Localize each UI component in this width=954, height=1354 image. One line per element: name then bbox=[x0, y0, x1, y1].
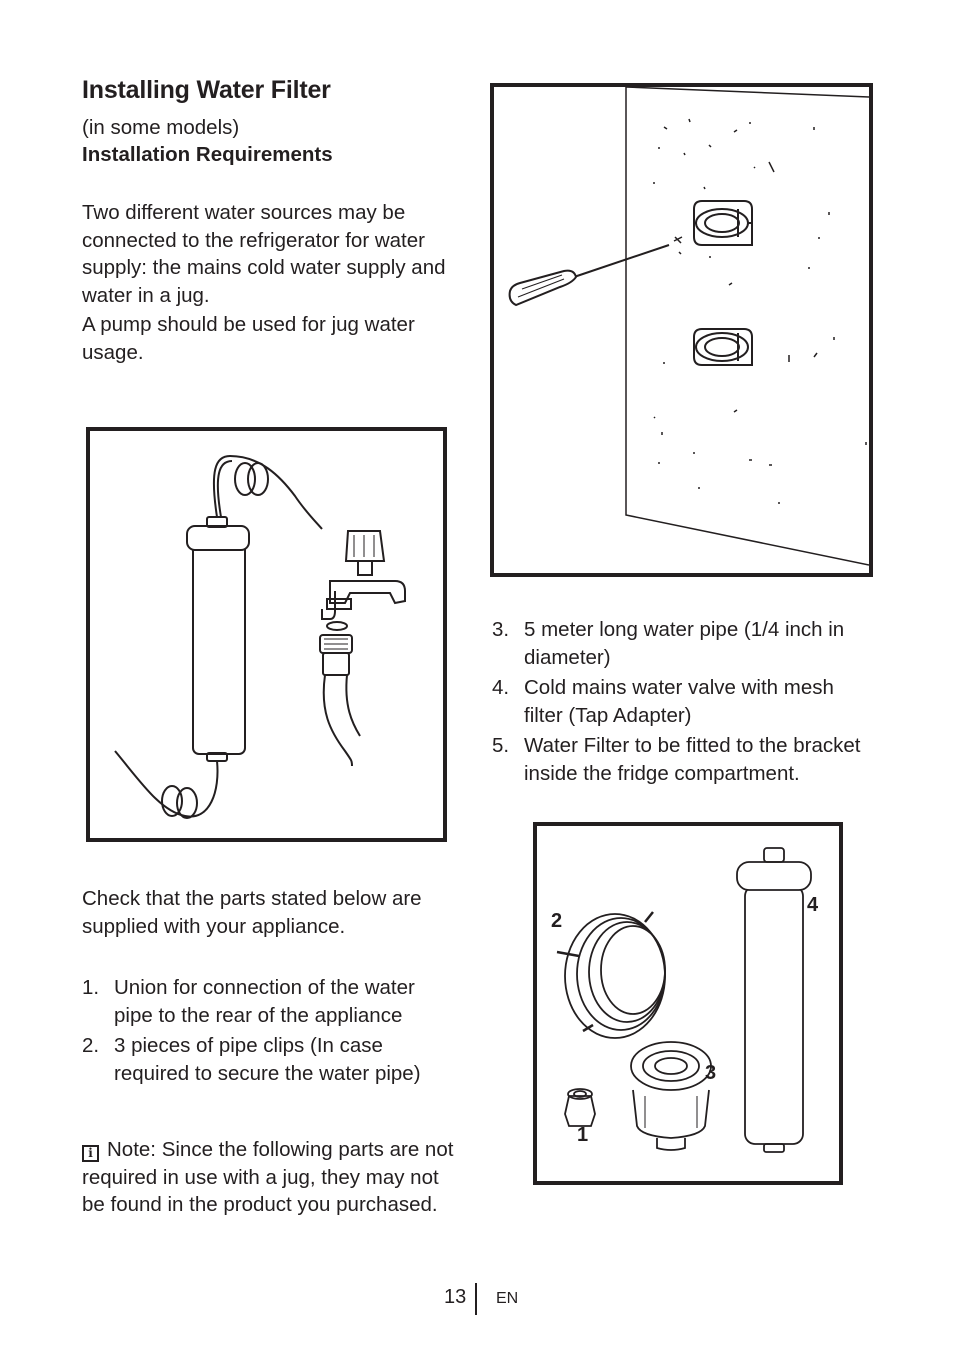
intro-paragraph-1: Two different water sources may be connected to the refrigerator for water supply: the mains cold water supply and water in a jug. bbox=[82, 201, 446, 307]
parts-list-right bbox=[492, 616, 872, 790]
list-item bbox=[82, 1032, 442, 1087]
list-item bbox=[82, 974, 442, 1029]
list-item bbox=[492, 674, 872, 729]
models-note: (in some models) bbox=[82, 116, 240, 139]
callout-label: 4 bbox=[807, 894, 819, 916]
note-text: Note: Since the following parts are not required in use with a jug, they may not be found in the product you purchased. bbox=[82, 1138, 454, 1216]
bracket-screwdriver-illustration bbox=[494, 87, 869, 573]
footer-divider bbox=[475, 1283, 477, 1315]
check-paragraph: Check that the parts stated below are supplied with your appliance. bbox=[82, 887, 422, 938]
subheading: Installation Requirements bbox=[82, 143, 333, 166]
page-title: Installing Water Filter bbox=[82, 76, 331, 104]
language-label: EN bbox=[496, 1290, 519, 1307]
list-item-text: Union for connection of the water pipe to the rear of the appliance bbox=[114, 976, 415, 1027]
list-item-number: 1. bbox=[82, 976, 100, 999]
bracket-mounting-figure bbox=[490, 83, 873, 577]
note-paragraph bbox=[82, 1136, 462, 1219]
list-item-number: 5. bbox=[492, 734, 510, 757]
list-item-text: 5 meter long water pipe (1/4 inch in diameter) bbox=[524, 618, 845, 669]
parts-figure bbox=[533, 822, 843, 1185]
list-item-number: 3. bbox=[492, 618, 510, 641]
list-item bbox=[492, 616, 872, 671]
callout-label: 3 bbox=[705, 1062, 717, 1084]
intro-paragraph-2: A pump should be used for jug water usage. bbox=[82, 313, 415, 364]
list-item-number: 2. bbox=[82, 1034, 100, 1057]
list-item-number: 4. bbox=[492, 676, 510, 699]
callout-label: 2 bbox=[551, 910, 563, 932]
list-item-text: 3 pieces of pipe clips (In case required to secure the water pipe) bbox=[114, 1034, 421, 1085]
filter-tap-figure bbox=[86, 427, 447, 842]
list-item-text: Cold mains water valve with mesh filter (Tap Adapter) bbox=[524, 676, 834, 727]
filter-tap-illustration bbox=[90, 431, 443, 838]
info-icon: i bbox=[82, 1145, 99, 1162]
list-item bbox=[492, 732, 872, 787]
callout-label: 1 bbox=[577, 1124, 589, 1146]
page-number: 13 bbox=[444, 1286, 467, 1308]
parts-list-left bbox=[82, 974, 442, 1090]
list-item-text: Water Filter to be fitted to the bracket inside the fridge compartment. bbox=[524, 734, 861, 785]
